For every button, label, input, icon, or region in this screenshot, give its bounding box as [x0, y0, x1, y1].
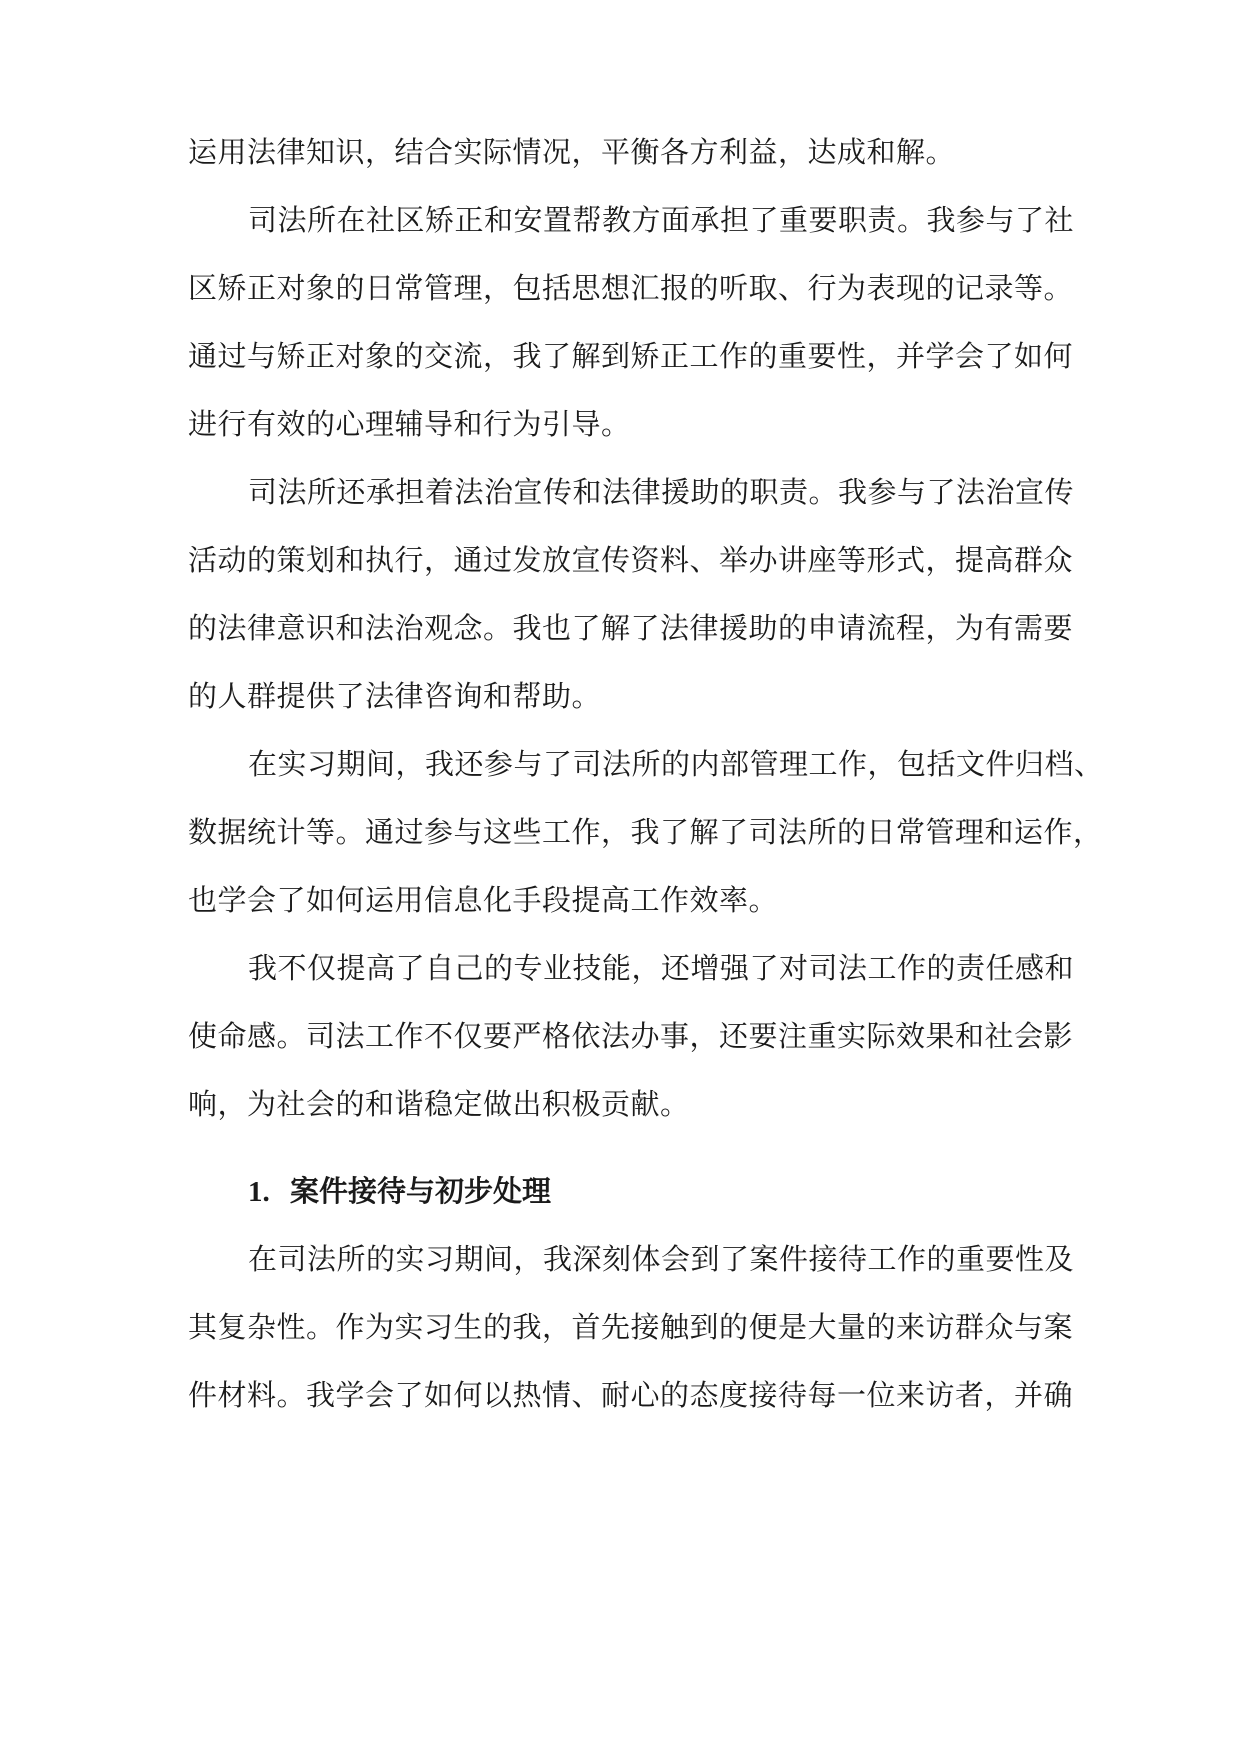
text-line: 活动的策划和执行，通过发放宣传资料、举办讲座等形式，提高群众: [188, 543, 1074, 577]
text-line: 响，为社会的和谐稳定做出积极贡献。: [188, 1087, 690, 1121]
text-line: 区矫正对象的日常管理，包括思想汇报的听取、行为表现的记录等。: [188, 271, 1074, 305]
paragraph-first-line: 司法所还承担着法治宣传和法律援助的职责。我参与了法治宣传: [248, 475, 1075, 509]
section-title: 案件接待与初步处理: [290, 1174, 552, 1208]
paragraph-first-line: 在实习期间，我还参与了司法所的内部管理工作，包括文件归档、: [248, 747, 1104, 781]
paragraph-first-line: 我不仅提高了自己的专业技能，还增强了对司法工作的责任感和: [248, 951, 1075, 985]
text-line: 进行有效的心理辅导和行为引导。: [188, 407, 631, 441]
paragraph-first-line: 在司法所的实习期间，我深刻体会到了案件接待工作的重要性及: [248, 1242, 1075, 1276]
text-line: 的人群提供了法律咨询和帮助。: [188, 679, 602, 713]
text-line: 数据统计等。通过参与这些工作，我了解了司法所的日常管理和运作，: [188, 815, 1103, 849]
section-number: 1.: [248, 1176, 270, 1208]
section-heading: [248, 1171, 551, 1212]
text-line: 运用法律知识，结合实际情况，平衡各方利益，达成和解。: [188, 135, 956, 169]
text-line: 使命感。司法工作不仅要严格依法办事，还要注重实际效果和社会影: [188, 1019, 1074, 1053]
text-line: 的法律意识和法治观念。我也了解了法律援助的申请流程，为有需要: [188, 611, 1074, 645]
text-line: 件材料。我学会了如何以热情、耐心的态度接待每一位来访者，并确: [188, 1378, 1074, 1412]
text-line: 其复杂性。作为实习生的我，首先接触到的便是大量的来访群众与案: [188, 1310, 1074, 1344]
paragraph-first-line: 司法所在社区矫正和安置帮教方面承担了重要职责。我参与了社: [248, 203, 1075, 237]
text-line: 也学会了如何运用信息化手段提高工作效率。: [188, 883, 779, 917]
text-line: 通过与矫正对象的交流，我了解到矫正工作的重要性，并学会了如何: [188, 339, 1074, 373]
